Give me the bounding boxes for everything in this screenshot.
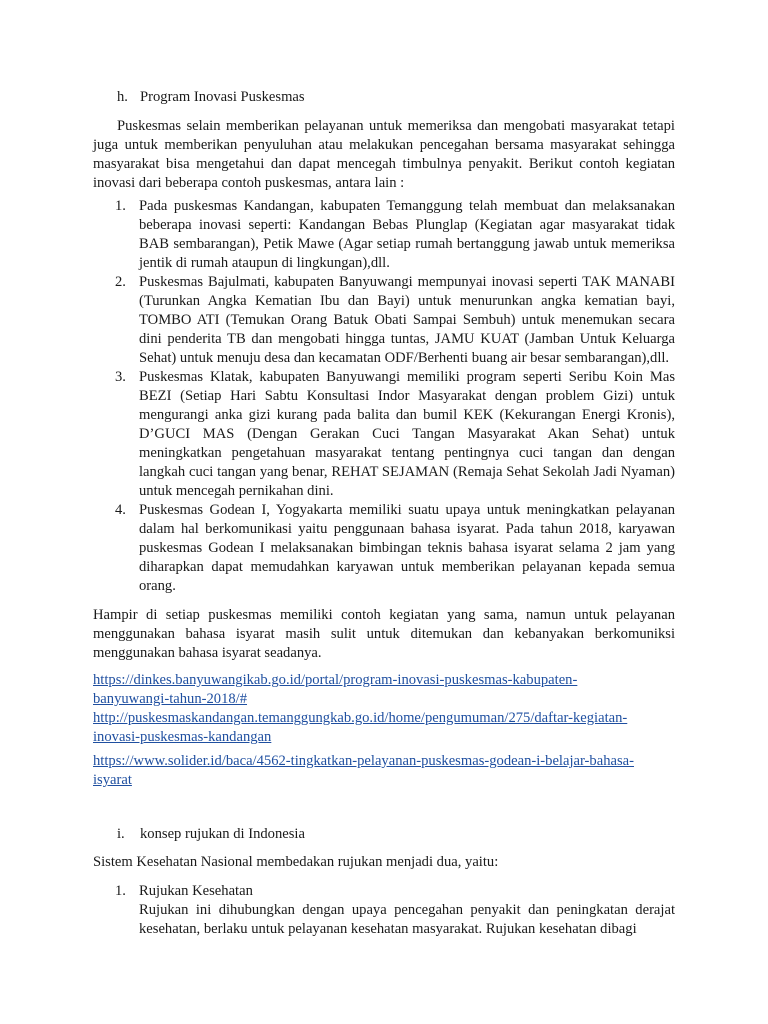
reference-link-kandangan-line2[interactable]: inovasi-puskesmas-kandangan (93, 729, 272, 745)
section-h-heading (117, 88, 305, 107)
referral-list (93, 882, 675, 939)
section-h-title: Program Inovasi Puskesmas (140, 89, 305, 105)
reference-link-solider (93, 752, 693, 790)
list-item-text: Pada puskesmas Kandangan, kabupaten Temanggung telah membuat dan melaksanakan beberapa inovasi seperti: Kandangan Bebas Plunglap (Kegiatan agar masyarakat tidak BAB sembarangan), Petik Mawe (Agar setiap rumah bertanggung jawab untuk memeriksa jentik di rumah ataupun di lingkungan),dll. (139, 198, 675, 271)
list-item-text: Rujukan ini dihubungkan dengan upaya pencegahan penyakit dan peningkatan derajat kesehatan, berlaku untuk pelayanan kesehatan masyarakat. Rujukan kesehatan dibagi (139, 902, 675, 937)
list-item-number: 1. (115, 198, 126, 214)
section-h-intro: Puskesmas selain memberikan pelayanan untuk memeriksa dan mengobati masyarakat tetapi juga untuk memberikan penyuluhan atau melakukan pencegahan bersama masyarakat sehingga masyarakat bisa mengetahui dan dapat mencegah timbulnya penyakit. Berikut contoh kegiatan inovasi dari beberapa contoh puskesmas, antara lain : (93, 118, 675, 191)
list-item-text: Puskesmas Godean I, Yogyakarta memiliki suatu upaya untuk meningkatkan pelayanan dalam hal berkomunikasi yaitu penggunaan bahasa isyarat. Pada tahun 2018, karyawan puskesmas Godean I melaksanakan bimbingan teknis bahasa isyarat selama 2 jam yang diharapkan dapat memudahkan karyawan untuk memberikan pelayanan kepada semua orang. (139, 502, 675, 594)
section-h-label: h. (117, 89, 128, 105)
list-item-number: 1. (115, 883, 126, 899)
list-item (93, 273, 675, 368)
reference-link-solider-line1[interactable]: https://www.solider.id/baca/4562-tingkatkan-pelayanan-puskesmas-godean-i-belajar-bahasa- (93, 753, 634, 769)
list-item-number: 4. (115, 502, 126, 518)
section-i-heading (117, 825, 305, 844)
list-item-number: 2. (115, 274, 126, 290)
reference-link-solider-line2[interactable]: isyarat (93, 772, 132, 788)
innovation-list (93, 197, 675, 596)
list-item-text: Puskesmas Klatak, kabupaten Banyuwangi memiliki program seperti Seribu Koin Mas BEZI (Setiap Hari Sabtu Konsultasi Indor Masyarakat dengan problem Gizi) untuk mengurangi anka gizi kurang pada balita dan bumil KEK (Kekurangan Energi Kronis), D’GUCI MAS (Dengan Gerakan Cuci Tangan Masyarakat Akan Sehat) untuk meningkatkan pengetahuan masyarakat tentang pentingnya cuci tangan dan dengan langkah cuci tangan yang benar, REHAT SEJAMAN (Remaja Sehat Sekolah Jadi Nyaman) untuk mencegah pernikahan dini. (139, 369, 675, 499)
list-item (93, 501, 675, 596)
section-h-closing: Hampir di setiap puskesmas memiliki contoh kegiatan yang sama, namun untuk pelayanan menggunakan bahasa isyarat masih sulit untuk ditemukan dan kebanyakan berkomuniksi menggunakan bahasa isyarat seadanya. (93, 607, 675, 661)
section-i-label: i. (117, 826, 125, 842)
list-item-body (139, 882, 675, 939)
reference-link-dinkes-line2[interactable]: banyuwangi-tahun-2018/# (93, 691, 248, 707)
section-i-title: konsep rujukan di Indonesia (140, 826, 305, 842)
section-i-intro: Sistem Kesehatan Nasional membedakan rujukan menjadi dua, yaitu: (93, 854, 499, 870)
list-item-title: Rujukan Kesehatan (139, 883, 253, 899)
reference-link-kandangan-line1[interactable]: http://puskesmaskandangan.temanggungkab.go.id/home/pengumuman/275/daftar-kegiatan- (93, 710, 628, 726)
reference-link-dinkes-line1[interactable]: https://dinkes.banyuwangikab.go.id/portal/program-inovasi-puskesmas-kabupaten- (93, 672, 578, 688)
list-item-number: 3. (115, 369, 126, 385)
list-item (93, 368, 675, 501)
list-item (93, 197, 675, 273)
list-item (93, 882, 675, 939)
reference-links (93, 671, 693, 747)
list-item-text: Puskesmas Bajulmati, kabupaten Banyuwangi mempunyai inovasi seperti TAK MANABI (Turunkan Angka Kematian Ibu dan Bayi) untuk menurunkan angka kematian bayi, TOMBO ATI (Temukan Orang Batuk Obati Sampai Sembuh) untuk menemukan secara dini penderita TB dan mengobati hingga tuntas, JAMU KUAT (Jamban Untuk Keluarga Sehat) untuk menuju desa dan kecamatan ODF/Berhenti buang air besar sembarangan),dll. (139, 274, 675, 366)
